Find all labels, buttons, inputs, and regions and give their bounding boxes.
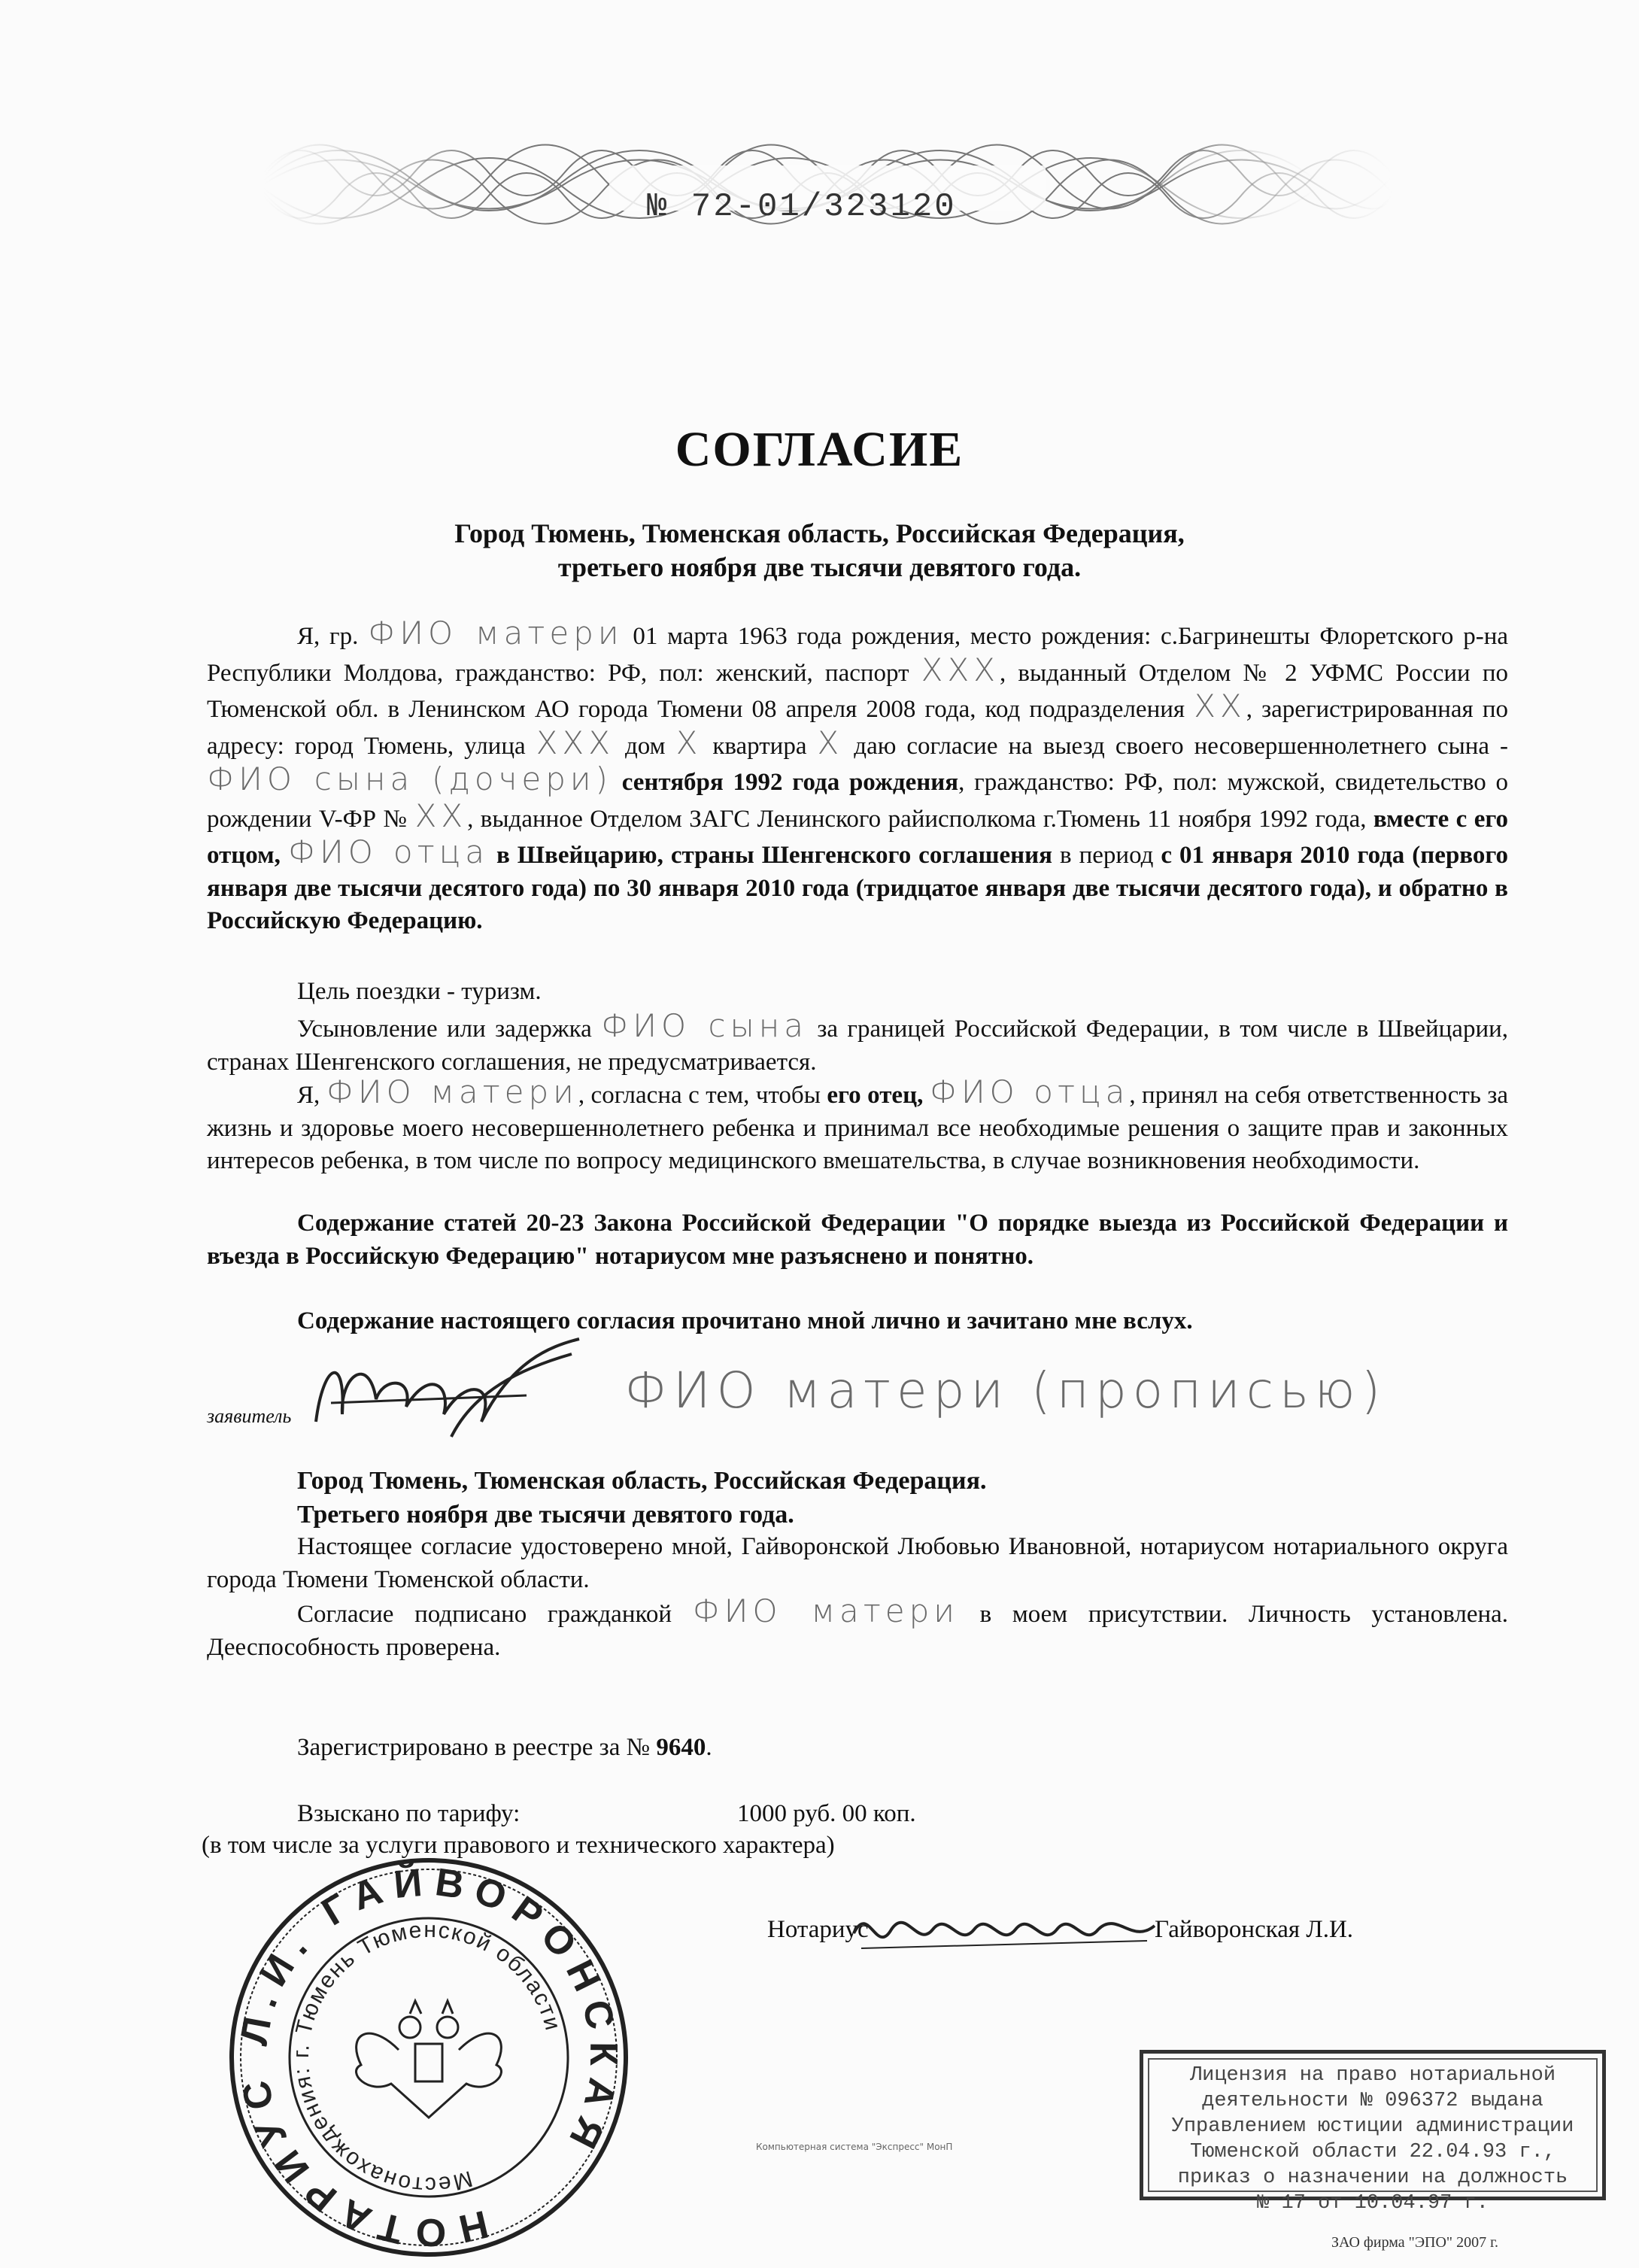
passport-handwritten: XXX: [921, 651, 1000, 688]
emblem-icon: [357, 2001, 502, 2118]
notary-label: Нотариус: [767, 1916, 869, 1943]
father-name-handwritten: ФИО отца: [287, 833, 489, 870]
cert-text: Настоящее согласие удостоверено мной, Гайворонской Любовью Ивановной, нотариусом нотариального округа города Тюмени Тюменской области.: [207, 1533, 1508, 1593]
street-handwritten: XXX: [536, 724, 615, 761]
computer-note: Компьютерная система "Экспресс" МонП: [756, 2142, 953, 2152]
fee-amount: 1000 руб. 00 коп.: [737, 1800, 916, 1827]
notary-name: Гайворонская Л.И.: [1155, 1916, 1354, 1943]
adoption-paragraph: Усыновление или задержка ФИО сына за границей Российской Федерации, в том числе в Швейцарии, странах Шенгенского соглашения, не предусматривается.: [207, 1007, 1509, 1076]
purpose-line: Цель поездки - туризм.: [297, 978, 542, 1005]
dept-code-handwritten: XX: [1194, 688, 1246, 724]
cert-place: Город Тюмень, Тюменская область, Российская Федерация.: [297, 1467, 987, 1495]
seal-outer-text: НОТАРИУС Л.И. ГАЙВОРОНСКАЯ: [232, 1860, 626, 2254]
mother-name-handwritten-3: ФИО матери: [692, 1592, 959, 1629]
house-handwritten: X: [675, 724, 703, 761]
license-stamp: Лицензия на право нотариальной деятельности № 096372 выдана Управлением юстиции администрации Тюменской области 22.04.93 г., приказ о назначении на должность № 17 от 10.04.97 г.: [1140, 2050, 1606, 2200]
son-name-handwritten: ФИО сына (дочери): [207, 761, 612, 797]
place-heading: Город Тюмень, Тюменская область, Российская Федерация,: [454, 518, 1185, 548]
birth-cert-handwritten: XX: [414, 797, 468, 834]
cert-signed: Согласие подписано гражданкой ФИО матери в моем присутствии. Личность установлена. Дееспособность проверена.: [207, 1592, 1509, 1661]
printer-note: ЗАО фирма "ЭПО" 2007 г.: [1331, 2234, 1499, 2251]
serial-number: № 72-01/323120: [647, 188, 957, 226]
seal-inner-text: Местонахождения: г. Тюмень Тюменской области: [288, 1917, 566, 2198]
responsibility-paragraph: Я, ФИО матери, согласна с тем, чтобы его отец, ФИО отца, принял на себя ответственность за жизнь и здоровье моего несовершеннолетнего ребенка и принимал все необходимые решения о защите прав и законных интересов ребенка, в том числе по вопросу медицинского вмешательства, в случае возникновения необходимости.: [207, 1073, 1509, 1174]
notary-signature: [846, 1888, 1162, 1971]
fee-note: (в том числе за услуги правового и технического характера): [202, 1832, 835, 1859]
date-heading: третьего ноября две тысячи девятого года.: [557, 552, 1082, 582]
son-name-handwritten-2: ФИО сына: [601, 1007, 808, 1044]
applicant-signature: [301, 1331, 594, 1444]
read-paragraph: Содержание настоящего согласия прочитано мной лично и зачитано мне вслух.: [297, 1307, 1193, 1334]
notary-seal: [218, 1847, 639, 2268]
registry-line: Зарегистрировано в реестре за № 9640.: [297, 1734, 712, 1761]
guilloche-pattern: [263, 105, 1392, 263]
page-title: СОГЛАСИЕ: [675, 422, 964, 477]
flat-handwritten: X: [817, 724, 844, 761]
law-paragraph: Содержание статей 20-23 Закона Российской Федерации "О порядке выезда из Российской Федерации и въезда в Российскую Федерацию" нотариусом мне разъяснено и понятно.: [207, 1210, 1508, 1270]
applicant-label: заявитель: [207, 1405, 292, 1427]
mother-name-handwritten-2: ФИО матери: [326, 1073, 578, 1110]
cert-date: Третьего ноября две тысячи девятого года.: [297, 1501, 794, 1529]
mother-name-handwritten: ФИО матери: [368, 615, 624, 651]
father-name-handwritten-2: ФИО отца: [929, 1073, 1130, 1110]
consent-paragraph: Я, гр. ФИО матери 01 марта 1963 года рождения, место рождения: с.Багринешты Флоретского р-на Республики Молдова, гражданство: РФ, пол: женский, паспорт XXX, выданный Отделом № 2 УФМС России по Тюменской обл. в Ленинском АО города Тюмени 08 апреля 2008 года, код подразделения XX, зарегистрированная по адресу: город Тюмень, улица XXX дом X квартира X даю согласие на выезд своего несовершеннолетнего сына - ФИО сына (дочери) сентября 1992 года рождения, гражданство: РФ, пол: мужской, свидетельство о рождении V-ФР № XX, выданное Отделом ЗАГС Ленинского райисполкома г.Тюмень 11 ноября 1992 года, вместе с его отцом, ФИО отца в Швейцарию, страны Шенгенского соглашения в период с 01 января 2010 года (первого января две тысячи десятого года) по 30 января 2010 года (тридцатое января две тысячи десятого года), и обратно в Российскую Федерацию.: [207, 615, 1509, 934]
applicant-name-handwritten: ФИО матери (прописью): [624, 1362, 1387, 1419]
svg-text:НОТАРИУС Л.И. ГАЙВОРОНСКАЯ: [218, 1847, 639, 2268]
fee-label: Взыскано по тарифу:: [297, 1800, 521, 1827]
